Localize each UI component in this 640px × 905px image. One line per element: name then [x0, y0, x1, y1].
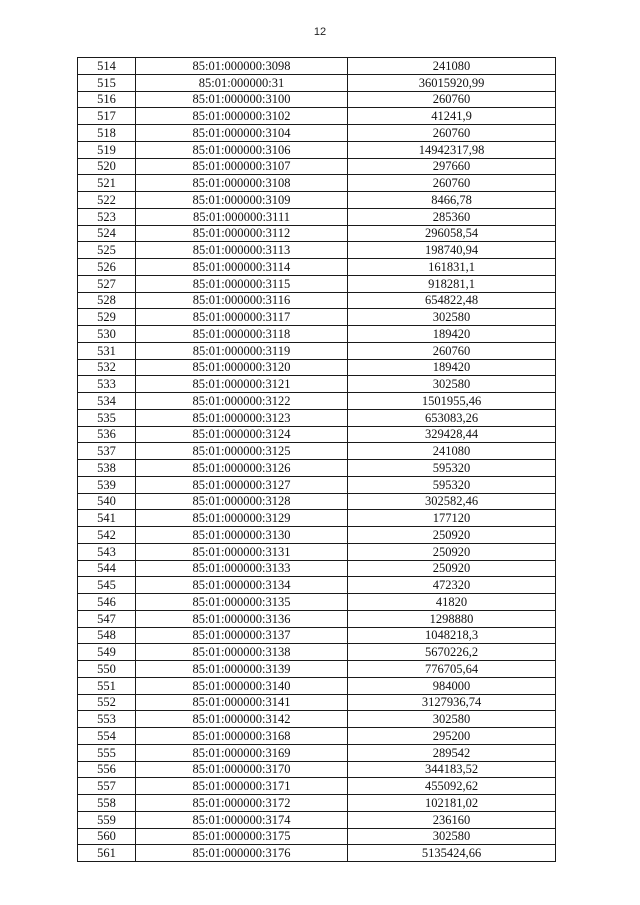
- cadastral-number-cell: 85:01:000000:3114: [136, 259, 348, 276]
- cadastral-number-cell: 85:01:000000:3134: [136, 577, 348, 594]
- table-row: [78, 694, 556, 711]
- row-number-cell: 520: [78, 158, 136, 175]
- row-number-cell: 538: [78, 460, 136, 477]
- cadastral-value-cell: 189420: [348, 359, 556, 376]
- row-number-cell: 546: [78, 594, 136, 611]
- table-row: [78, 828, 556, 845]
- cadastral-number-cell: 85:01:000000:3108: [136, 175, 348, 192]
- cadastral-number-cell: 85:01:000000:3120: [136, 359, 348, 376]
- row-number-cell: 523: [78, 208, 136, 225]
- cadastral-number-cell: 85:01:000000:3116: [136, 292, 348, 309]
- cadastral-number-cell: 85:01:000000:3136: [136, 610, 348, 627]
- cadastral-number-cell: 85:01:000000:3102: [136, 108, 348, 125]
- table-row: [78, 493, 556, 510]
- table-row: [78, 292, 556, 309]
- cadastral-value-cell: 302582,46: [348, 493, 556, 510]
- row-number-cell: 549: [78, 644, 136, 661]
- cadastral-number-cell: 85:01:000000:3126: [136, 460, 348, 477]
- cadastral-number-cell: 85:01:000000:3125: [136, 443, 348, 460]
- cadastral-number-cell: 85:01:000000:3141: [136, 694, 348, 711]
- row-number-cell: 524: [78, 225, 136, 242]
- cadastral-number-cell: 85:01:000000:3100: [136, 91, 348, 108]
- cadastral-number-cell: 85:01:000000:3118: [136, 326, 348, 343]
- cadastral-value-cell: 260760: [348, 125, 556, 142]
- row-number-cell: 516: [78, 91, 136, 108]
- cadastral-number-cell: 85:01:000000:3176: [136, 845, 348, 862]
- cadastral-value-cell: 297660: [348, 158, 556, 175]
- table-row: [78, 711, 556, 728]
- row-number-cell: 542: [78, 527, 136, 544]
- row-number-cell: 535: [78, 409, 136, 426]
- cadastral-value-cell: 776705,64: [348, 661, 556, 678]
- cadastral-value-cell: 918281,1: [348, 275, 556, 292]
- table-row: [78, 778, 556, 795]
- row-number-cell: 517: [78, 108, 136, 125]
- cadastral-value-cell: 5670226,2: [348, 644, 556, 661]
- cadastral-number-cell: 85:01:000000:3098: [136, 58, 348, 75]
- cadastral-value-cell: 8466,78: [348, 192, 556, 209]
- table-row: [78, 476, 556, 493]
- cadastral-number-cell: 85:01:000000:3127: [136, 476, 348, 493]
- cadastral-number-cell: 85:01:000000:3109: [136, 192, 348, 209]
- cadastral-number-cell: 85:01:000000:31: [136, 74, 348, 91]
- cadastral-number-cell: 85:01:000000:3168: [136, 728, 348, 745]
- row-number-cell: 561: [78, 845, 136, 862]
- cadastral-number-cell: 85:01:000000:3135: [136, 594, 348, 611]
- table-row: [78, 560, 556, 577]
- table-row: [78, 527, 556, 544]
- page-number: 12: [313, 26, 327, 38]
- cadastral-value-cell: 5135424,66: [348, 845, 556, 862]
- cadastral-value-cell: 250920: [348, 543, 556, 560]
- row-number-cell: 515: [78, 74, 136, 91]
- cadastral-value-cell: 295200: [348, 728, 556, 745]
- row-number-cell: 550: [78, 661, 136, 678]
- cadastral-value-cell: 250920: [348, 527, 556, 544]
- table-row: [78, 728, 556, 745]
- table-row: [78, 91, 556, 108]
- cadastral-number-cell: 85:01:000000:3142: [136, 711, 348, 728]
- cadastral-value-cell: 189420: [348, 326, 556, 343]
- table-row: [78, 242, 556, 259]
- cadastral-value-cell: 1298880: [348, 610, 556, 627]
- row-number-cell: 558: [78, 795, 136, 812]
- row-number-cell: 544: [78, 560, 136, 577]
- cadastral-value-cell: 455092,62: [348, 778, 556, 795]
- table-row: [78, 58, 556, 75]
- cadastral-number-cell: 85:01:000000:3123: [136, 409, 348, 426]
- cadastral-number-cell: 85:01:000000:3139: [136, 661, 348, 678]
- table-row: [78, 811, 556, 828]
- cadastral-value-cell: 285360: [348, 208, 556, 225]
- cadastral-number-cell: 85:01:000000:3175: [136, 828, 348, 845]
- cadastral-value-cell: 41241,9: [348, 108, 556, 125]
- table-row: [78, 845, 556, 862]
- table-row: [78, 577, 556, 594]
- row-number-cell: 526: [78, 259, 136, 276]
- table-row: [78, 610, 556, 627]
- cadastral-value-cell: 102181,02: [348, 795, 556, 812]
- table-row: [78, 342, 556, 359]
- cadastral-value-cell: 302580: [348, 376, 556, 393]
- cadastral-number-cell: 85:01:000000:3174: [136, 811, 348, 828]
- cadastral-value-cell: 984000: [348, 677, 556, 694]
- cadastral-value-table: [77, 57, 556, 862]
- row-number-cell: 518: [78, 125, 136, 142]
- table-row: [78, 393, 556, 410]
- cadastral-number-cell: 85:01:000000:3119: [136, 342, 348, 359]
- row-number-cell: 537: [78, 443, 136, 460]
- row-number-cell: 553: [78, 711, 136, 728]
- cadastral-number-cell: 85:01:000000:3106: [136, 141, 348, 158]
- cadastral-value-cell: 302580: [348, 828, 556, 845]
- cadastral-number-cell: 85:01:000000:3124: [136, 426, 348, 443]
- cadastral-number-cell: 85:01:000000:3104: [136, 125, 348, 142]
- row-number-cell: 547: [78, 610, 136, 627]
- table-row: [78, 225, 556, 242]
- table-row: [78, 644, 556, 661]
- cadastral-number-cell: 85:01:000000:3131: [136, 543, 348, 560]
- cadastral-value-cell: 653083,26: [348, 409, 556, 426]
- table-row: [78, 259, 556, 276]
- cadastral-value-cell: 236160: [348, 811, 556, 828]
- cadastral-number-cell: 85:01:000000:3140: [136, 677, 348, 694]
- row-number-cell: 533: [78, 376, 136, 393]
- table-row: [78, 443, 556, 460]
- cadastral-number-cell: 85:01:000000:3121: [136, 376, 348, 393]
- row-number-cell: 548: [78, 627, 136, 644]
- table-row: [78, 125, 556, 142]
- row-number-cell: 529: [78, 309, 136, 326]
- table-row: [78, 543, 556, 560]
- cadastral-number-cell: 85:01:000000:3169: [136, 744, 348, 761]
- row-number-cell: 545: [78, 577, 136, 594]
- row-number-cell: 557: [78, 778, 136, 795]
- row-number-cell: 525: [78, 242, 136, 259]
- cadastral-number-cell: 85:01:000000:3111: [136, 208, 348, 225]
- row-number-cell: 532: [78, 359, 136, 376]
- table-row: [78, 627, 556, 644]
- row-number-cell: 560: [78, 828, 136, 845]
- table-row: [78, 426, 556, 443]
- table-body: [78, 58, 556, 862]
- table-row: [78, 326, 556, 343]
- cadastral-value-cell: 260760: [348, 91, 556, 108]
- cadastral-number-cell: 85:01:000000:3171: [136, 778, 348, 795]
- cadastral-value-cell: 241080: [348, 58, 556, 75]
- row-number-cell: 555: [78, 744, 136, 761]
- table-row: [78, 594, 556, 611]
- table-row: [78, 74, 556, 91]
- table-row: [78, 359, 556, 376]
- row-number-cell: 543: [78, 543, 136, 560]
- cadastral-number-cell: 85:01:000000:3170: [136, 761, 348, 778]
- table-row: [78, 761, 556, 778]
- table-row: [78, 744, 556, 761]
- table-row: [78, 460, 556, 477]
- cadastral-number-cell: 85:01:000000:3112: [136, 225, 348, 242]
- cadastral-value-cell: 177120: [348, 510, 556, 527]
- table-row: [78, 795, 556, 812]
- cadastral-value-cell: 302580: [348, 711, 556, 728]
- row-number-cell: 559: [78, 811, 136, 828]
- cadastral-value-cell: 595320: [348, 460, 556, 477]
- cadastral-value-cell: 654822,48: [348, 292, 556, 309]
- row-number-cell: 539: [78, 476, 136, 493]
- cadastral-value-cell: 3127936,74: [348, 694, 556, 711]
- cadastral-value-cell: 36015920,99: [348, 74, 556, 91]
- table-row: [78, 158, 556, 175]
- cadastral-value-cell: 14942317,98: [348, 141, 556, 158]
- cadastral-value-cell: 41820: [348, 594, 556, 611]
- table-row: [78, 192, 556, 209]
- table-row: [78, 208, 556, 225]
- table-row: [78, 108, 556, 125]
- row-number-cell: 554: [78, 728, 136, 745]
- row-number-cell: 521: [78, 175, 136, 192]
- row-number-cell: 551: [78, 677, 136, 694]
- cadastral-value-cell: 161831,1: [348, 259, 556, 276]
- row-number-cell: 536: [78, 426, 136, 443]
- cadastral-value-cell: 241080: [348, 443, 556, 460]
- cadastral-value-cell: 296058,54: [348, 225, 556, 242]
- cadastral-value-cell: 1501955,46: [348, 393, 556, 410]
- row-number-cell: 534: [78, 393, 136, 410]
- row-number-cell: 541: [78, 510, 136, 527]
- cadastral-value-cell: 329428,44: [348, 426, 556, 443]
- table-row: [78, 175, 556, 192]
- cadastral-number-cell: 85:01:000000:3130: [136, 527, 348, 544]
- table-row: [78, 677, 556, 694]
- cadastral-number-cell: 85:01:000000:3172: [136, 795, 348, 812]
- table-row: [78, 409, 556, 426]
- cadastral-number-cell: 85:01:000000:3122: [136, 393, 348, 410]
- cadastral-value-cell: 344183,52: [348, 761, 556, 778]
- cadastral-number-cell: 85:01:000000:3107: [136, 158, 348, 175]
- cadastral-number-cell: 85:01:000000:3113: [136, 242, 348, 259]
- cadastral-value-cell: 250920: [348, 560, 556, 577]
- cadastral-value-cell: 595320: [348, 476, 556, 493]
- row-number-cell: 522: [78, 192, 136, 209]
- cadastral-value-cell: 260760: [348, 175, 556, 192]
- cadastral-value-cell: 302580: [348, 309, 556, 326]
- cadastral-number-cell: 85:01:000000:3138: [136, 644, 348, 661]
- table-row: [78, 376, 556, 393]
- cadastral-number-cell: 85:01:000000:3133: [136, 560, 348, 577]
- table-row: [78, 510, 556, 527]
- cadastral-number-cell: 85:01:000000:3115: [136, 275, 348, 292]
- row-number-cell: 514: [78, 58, 136, 75]
- row-number-cell: 528: [78, 292, 136, 309]
- cadastral-value-cell: 289542: [348, 744, 556, 761]
- cadastral-value-cell: 472320: [348, 577, 556, 594]
- row-number-cell: 530: [78, 326, 136, 343]
- cadastral-number-cell: 85:01:000000:3137: [136, 627, 348, 644]
- cadastral-value-cell: 1048218,3: [348, 627, 556, 644]
- table-row: [78, 309, 556, 326]
- cadastral-value-cell: 260760: [348, 342, 556, 359]
- table-row: [78, 661, 556, 678]
- cadastral-number-cell: 85:01:000000:3128: [136, 493, 348, 510]
- table-row: [78, 275, 556, 292]
- row-number-cell: 556: [78, 761, 136, 778]
- row-number-cell: 519: [78, 141, 136, 158]
- row-number-cell: 552: [78, 694, 136, 711]
- cadastral-number-cell: 85:01:000000:3117: [136, 309, 348, 326]
- row-number-cell: 531: [78, 342, 136, 359]
- row-number-cell: 540: [78, 493, 136, 510]
- cadastral-value-cell: 198740,94: [348, 242, 556, 259]
- cadastral-number-cell: 85:01:000000:3129: [136, 510, 348, 527]
- table-row: [78, 141, 556, 158]
- row-number-cell: 527: [78, 275, 136, 292]
